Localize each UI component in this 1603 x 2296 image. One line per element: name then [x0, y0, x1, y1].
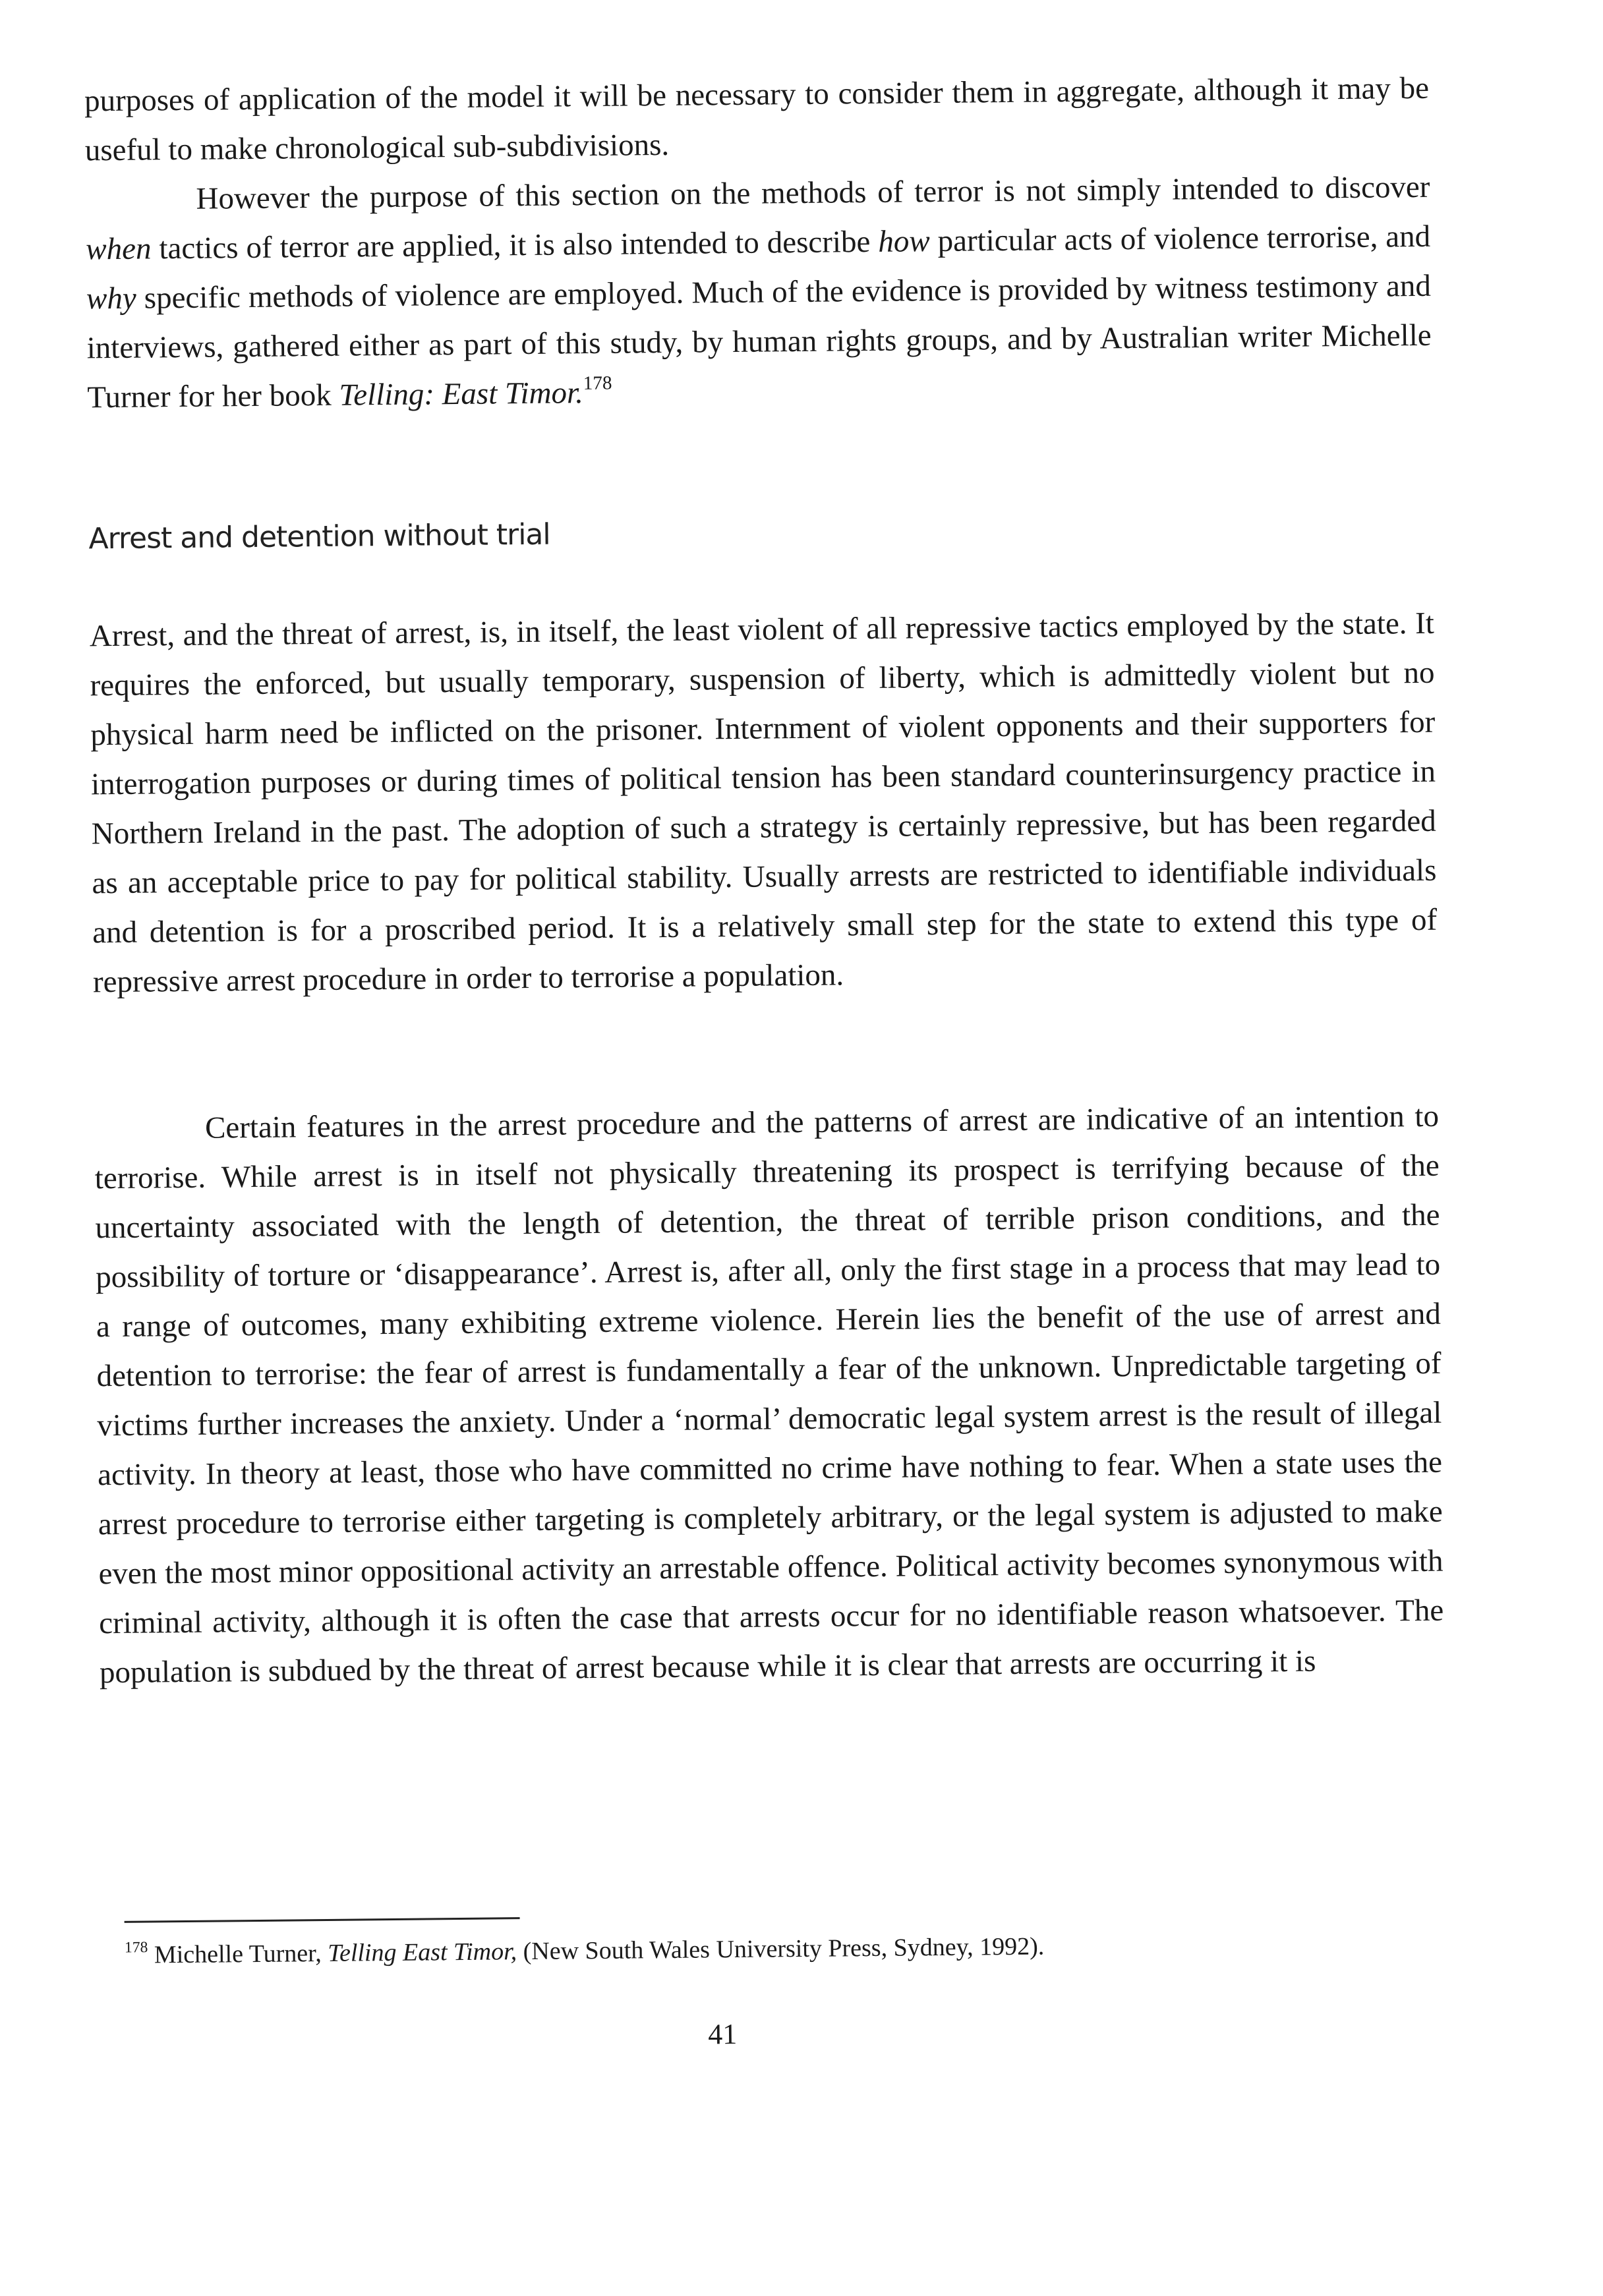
paragraph-arrest	[90, 599, 1438, 1008]
paragraph-arrest-features	[94, 1092, 1445, 1698]
emphasis-when: when	[86, 231, 152, 267]
paragraph-text: purposes of application of the model it will be necessary to consider them in aggregate, although it may be useful to make chronological sub-subdivisions.	[84, 71, 1430, 168]
text-run: However the purpose of this section on the methods of terror is not simply intended to discover	[196, 169, 1430, 216]
footnote-divider	[125, 1917, 520, 1923]
footnote	[125, 1926, 1443, 1972]
book-title: Telling: East Timor.	[339, 376, 584, 413]
emphasis-why: why	[86, 281, 136, 316]
footnote-author: Michelle Turner,	[148, 1939, 328, 1969]
footnote-publication: (New South Wales University Press, Sydney, 1992).	[516, 1932, 1045, 1966]
footnote-number: 178	[124, 1939, 148, 1957]
footnote-title: Telling East Timor,	[328, 1937, 517, 1967]
footnote-reference: 178	[583, 372, 612, 394]
text-run: tactics of terror are applied, it is also intended to describe	[151, 224, 879, 266]
text-run: particular acts of violence terrorise, and	[929, 219, 1431, 259]
paragraph-continued	[84, 64, 1430, 176]
text-run: specific methods of violence are employed. Much of the evidence is provided by witness testimony and interviews, gathered either as part of this study, by human rights groups, and by Australian writer Michelle Turner for her book	[86, 268, 1432, 415]
paragraph-text: Certain features in the arrest procedure and the patterns of arrest are indicative of an intention to terrorise. While arrest is in itself not physically threatening its prospect is terrifying because of the uncertainty associated with the length of detention, the threat of terrible prison conditions, and the possibility of torture or ‘disappearance’. Arrest is, after all, only the first stage in a process that may lead to a range of outcomes, many exhibiting extreme violence. Herein lies the benefit of the use of arrest and detention to terrorise: the fear of arrest is fundamentally a fear of the unknown. Unpredictable targeting of victims further increases the anxiety. Under a ‘normal’ democratic legal system arrest is the result of illegal activity. In theory at least, those who have committed no crime have nothing to fear. When a state uses the arrest procedure to terrorise either targeting is completely arbitrary, or the legal system is adjusted to make even the most minor oppositional activity an arrestable offence. Political activity becomes synonymous with criminal activity, although it is often the case that arrests occur for no identifiable reason whatsoever. The population is subdued by the threat of arrest because while it is clear that arrests are occurring it is	[94, 1099, 1444, 1690]
page-number: 41	[708, 2018, 738, 2051]
paragraph-methods-of-terror	[85, 163, 1432, 423]
paragraph-text: Arrest, and the threat of arrest, is, in itself, the least violent of all repressive tactics employed by the state. It requires the enforced, but usually temporary, suspension of liberty, which is admittedly violent but no physical harm need be inflicted on the prisoner. Internment of violent opponents and their supporters for interrogation purposes or during times of political tension has been standard counterinsurgency practice in Northern Ireland in the past. The adoption of such a strategy is certainly repressive, but has been regarded as an acceptable price to pay for political stability. Usually arrests are restricted to identifiable individuals and detention is for a proscribed period. It is a relatively small step for the state to extend this type of repressive arrest procedure in order to terrorise a population.	[89, 606, 1438, 1000]
emphasis-how: how	[878, 224, 930, 259]
section-heading: Arrest and detention without trial	[88, 517, 550, 556]
